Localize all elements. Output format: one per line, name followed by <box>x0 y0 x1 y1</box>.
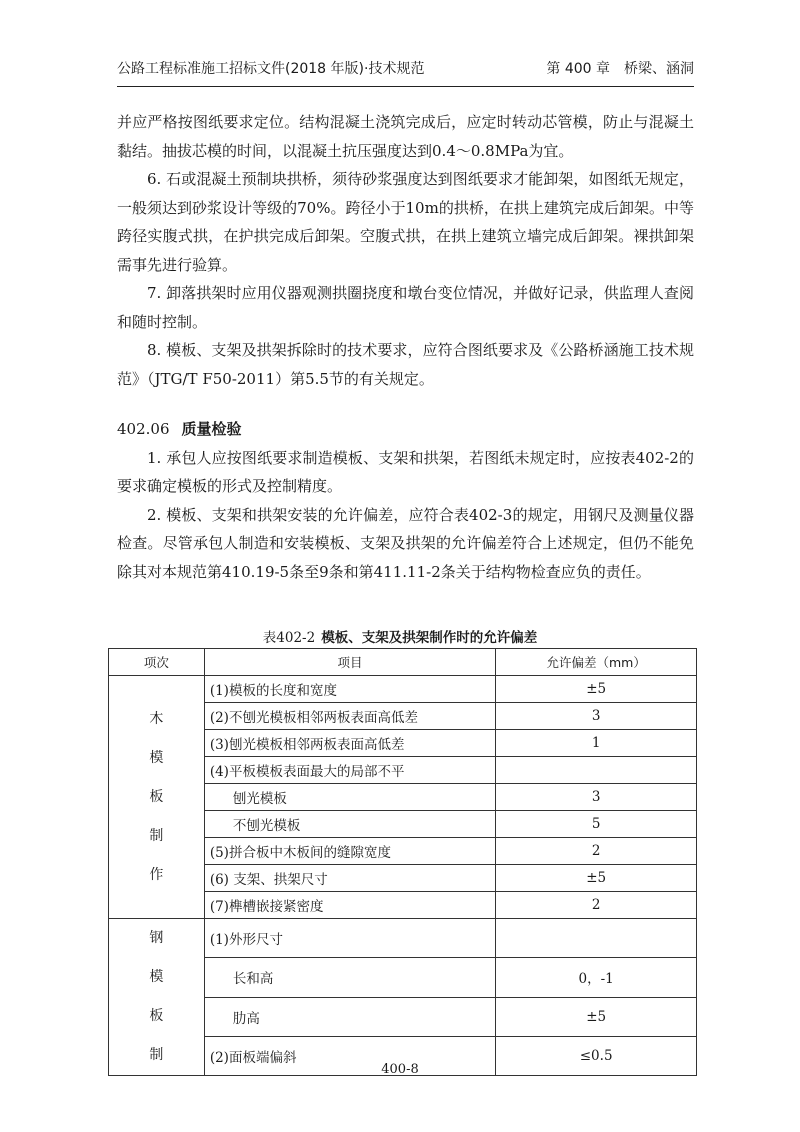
row-value: ±5 <box>496 997 697 1036</box>
row-value: ±5 <box>496 676 697 703</box>
paragraph-6: 6. 石或混凝土预制块拱桥，须待砂浆强度达到图纸要求才能卸架，如图纸无规定，一般须达到砂浆设计等级的70%。跨径小于10m的拱桥，在拱上建筑完成后卸架。中等跨径实腹式拱，在护拱完成后卸架。空腹式拱，在拱上建筑立墙完成后卸架。裸拱卸架需事先进行验算。 <box>117 170 694 274</box>
row-item: 不刨光模板 <box>204 811 495 838</box>
row-value: ±5 <box>496 865 697 892</box>
header-chapter-title: 第 400 章 桥梁、涵洞 <box>546 61 694 77</box>
paragraph-7: 7. 卸落拱架时应用仪器观测拱圈挠度和墩台变位情况，并做好记录，供监理人查阅和随时控制。 <box>117 284 694 331</box>
section-number: 402.06 <box>117 420 170 438</box>
row-value: 2 <box>496 892 697 919</box>
body-text <box>117 108 694 586</box>
row-item: (3)刨光模板相邻两板表面高低差 <box>204 730 495 757</box>
paragraph-continued: 并应严格按图纸要求定位。结构混凝土浇筑完成后，应定时转动芯管模，防止与混凝土黏结。抽拔芯模的时间，以混凝土抗压强度达到0.4～0.8MPa为宜。 <box>117 113 694 160</box>
header-item: 项目 <box>204 649 495 676</box>
row-item: 长和高 <box>204 958 495 997</box>
header-document-title: 公路工程标准施工招标文件(2018 年版)·技术规范 <box>117 61 425 77</box>
category-wood-label: 木模板制作 <box>149 710 164 883</box>
table-row <box>109 919 697 958</box>
page-number: 400-8 <box>381 1062 419 1077</box>
row-item: (1)外形尺寸 <box>204 919 495 958</box>
table-row <box>109 676 697 703</box>
row-value: 0，-1 <box>496 958 697 997</box>
header-category: 项次 <box>109 649 205 676</box>
category-wood <box>109 676 205 919</box>
row-value <box>496 919 697 958</box>
row-item: (2)面板端偏斜 <box>204 1036 495 1075</box>
row-item: 肋高 <box>204 997 495 1036</box>
category-steel <box>109 919 205 1076</box>
category-steel-label: 钢模板制 <box>149 930 164 1063</box>
row-value: 3 <box>496 784 697 811</box>
table-caption-number: 表402-2 <box>262 630 316 646</box>
table-header-row <box>109 649 697 676</box>
page-header <box>117 52 694 87</box>
section-heading <box>117 415 694 444</box>
row-item: 刨光模板 <box>204 784 495 811</box>
row-value <box>496 757 697 784</box>
row-value: 2 <box>496 838 697 865</box>
row-item: (2)不刨光模板相邻两板表面高低差 <box>204 703 495 730</box>
row-value: 1 <box>496 730 697 757</box>
row-item: (5)拼合板中木板间的缝隙宽度 <box>204 838 495 865</box>
paragraph-8: 8. 模板、支架及拱架拆除时的技术要求，应符合图纸要求及《公路桥涵施工技术规范》（JTG/T F50-2011）第5.5节的有关规定。 <box>117 341 694 388</box>
table-caption <box>0 626 800 646</box>
section-title: 质量检验 <box>181 420 242 438</box>
row-value: 3 <box>496 703 697 730</box>
tolerance-table <box>108 648 697 1076</box>
row-item: (1)模板的长度和宽度 <box>204 676 495 703</box>
row-item: (4)平板模板表面最大的局部不平 <box>204 757 495 784</box>
row-item: (6) 支架、拱架尺寸 <box>204 865 495 892</box>
quality-paragraph-2: 2. 模板、支架和拱架安装的允许偏差，应符合表402-3的规定，用钢尺及测量仪器检查。尽管承包人制造和安装模板、支架及拱架的允许偏差符合上述规定，但仍不能免除其对本规范第410.19-5条至9条和第411.11-2条关于结构物检查应负的责任。 <box>117 505 694 581</box>
table-caption-title: 模板、支架及拱架制作时的允许偏差 <box>321 630 538 646</box>
row-item: (7)榫槽嵌接紧密度 <box>204 892 495 919</box>
row-value: ≤0.5 <box>496 1036 697 1075</box>
quality-paragraph-1: 1. 承包人应按图纸要求制造模板、支架和拱架，若图纸未规定时，应按表402-2的要求确定模板的形式及控制精度。 <box>117 448 694 495</box>
row-value: 5 <box>496 811 697 838</box>
header-tolerance: 允许偏差（mm） <box>496 649 697 676</box>
